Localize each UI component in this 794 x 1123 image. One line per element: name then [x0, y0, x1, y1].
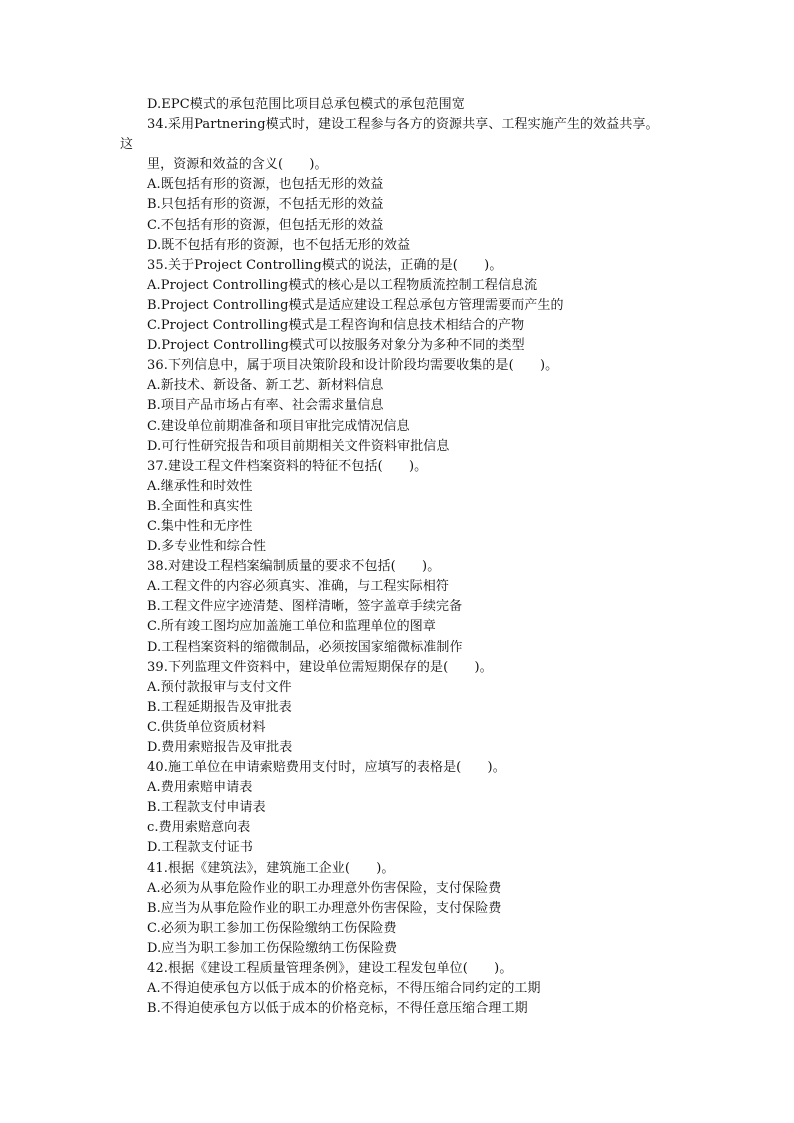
- option-37-c: C.集中性和无序性: [147, 518, 253, 534]
- option-37-a: A.继承性和时效性: [147, 478, 253, 494]
- question-34-wrap-char: 这: [120, 137, 134, 153]
- option-41-a: A.必须为从事危险作业的职工办理意外伤害保险，支付保险费: [147, 880, 502, 896]
- option-39-d: D.费用索赔报告及审批表: [147, 740, 293, 755]
- option-41-d: D.应当为职工参加工伤保险缴纳工伤保险费: [147, 940, 398, 956]
- option-41-c: C.必须为职工参加工伤保险缴纳工伤保险费: [147, 920, 397, 936]
- question-41-stem: 41.根据《建筑法》，建筑施工企业( )。: [147, 860, 395, 876]
- option-38-b: B.工程文件应字迹清楚、图样清晰，签字盖章手续完备: [147, 599, 463, 615]
- question-34-stem-cont: 里，资源和效益的含义( )。: [147, 157, 328, 173]
- option-40-b: B.工程款支付申请表: [147, 800, 266, 816]
- option-38-c: C.所有竣工图均应加盖施工单位和监理单位的图章: [147, 619, 436, 635]
- option-34-a: A.既包括有形的资源，也包括无形的效益: [147, 177, 384, 193]
- option-42-b: B.不得迫使承包方以低于成本的价格竞标，不得任意压缩合理工期: [147, 1001, 528, 1017]
- option-34-b: B.只包括有形的资源，不包括无形的效益: [147, 197, 384, 213]
- option-34-d: D.既不包括有形的资源，也不包括无形的效益: [147, 237, 411, 253]
- option-38-a: A.工程文件的内容必须真实、准确，与工程实际相符: [147, 579, 449, 595]
- question-34-stem: 34.采用Partnering模式时，建设工程参与各方的资源共享、工程实施产生的效益共享。: [147, 117, 659, 133]
- question-40-stem: 40.施工单位在申请索赔费用支付时，应填写的表格是( )。: [147, 760, 506, 776]
- option-40-c: c.费用索赔意向表: [147, 820, 251, 836]
- question-42-stem: 42.根据《建设工程质量管理条例》，建设工程发包单位( )。: [147, 961, 513, 977]
- option-35-d: D.Project Controlling模式可以按服务对象分为多种不同的类型: [147, 338, 525, 354]
- option-36-d: D.可行性研究报告和项目前期相关文件资料审批信息: [147, 438, 450, 454]
- option-35-a: A.Project Controlling模式的核心是以工程物质流控制工程信息流: [147, 277, 538, 293]
- option-36-a: A.新技术、新设备、新工艺、新材料信息: [147, 378, 384, 394]
- option-35-c: C.Project Controlling模式是工程咨询和信息技术相结合的产物: [147, 318, 525, 334]
- option-36-c: C.建设单位前期准备和项目审批完成情况信息: [147, 418, 410, 434]
- option-33-d: D.EPC模式的承包范围比项目总承包模式的承包范围宽: [147, 97, 465, 112]
- option-35-b: B.Project Controlling模式是适应建设工程总承包方管理需要而产生的: [147, 297, 564, 313]
- question-35-stem: 35.关于Project Controlling模式的说法，正确的是( )。: [147, 257, 503, 273]
- option-41-b: B.应当为从事危险作业的职工办理意外伤害保险，支付保险费: [147, 900, 502, 916]
- question-39-stem: 39.下列监理文件资料中，建设单位需短期保存的是( )。: [147, 659, 493, 675]
- option-40-a: A.费用索赔申请表: [147, 780, 253, 796]
- option-42-a: A.不得迫使承包方以低于成本的价格竞标，不得压缩合同约定的工期: [147, 981, 541, 997]
- exam-text-body: [120, 95, 747, 1019]
- option-38-d: D.工程档案资料的缩微制品，必须按国家缩微标准制作: [147, 639, 463, 655]
- option-37-d: D.多专业性和综合性: [147, 539, 267, 555]
- option-37-b: B.全面性和真实性: [147, 498, 253, 514]
- option-40-d: D.工程款支付证书: [147, 840, 253, 856]
- question-37-stem: 37.建设工程文件档案资料的特征不包括( )。: [147, 458, 428, 474]
- question-38-stem: 38.对建设工程档案编制质量的要求不包括( )。: [147, 559, 441, 575]
- option-36-b: B.项目产品市场占有率、社会需求量信息: [147, 398, 384, 414]
- option-34-c: C.不包括有形的资源，但包括无形的效益: [147, 217, 384, 233]
- option-39-c: C.供货单位资质材料: [147, 719, 266, 735]
- option-39-a: A.预付款报审与支付文件: [147, 679, 292, 695]
- option-39-b: B.工程延期报告及审批表: [147, 699, 292, 715]
- question-36-stem: 36.下列信息中，属于项目决策阶段和设计阶段均需要收集的是( )。: [147, 358, 559, 374]
